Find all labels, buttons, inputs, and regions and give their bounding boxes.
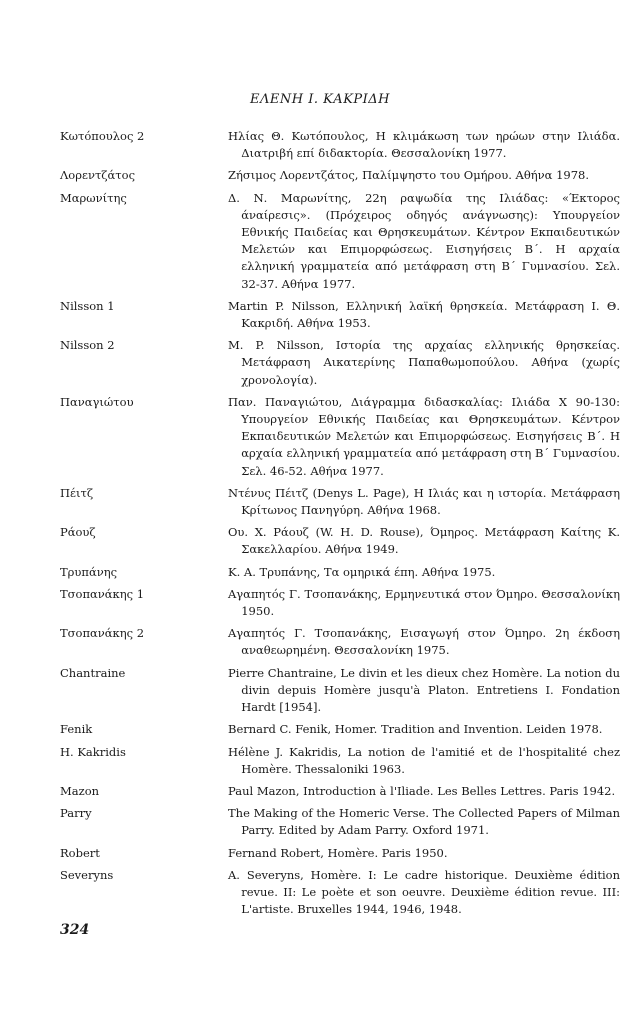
bibliography-entry [60,867,620,919]
entry-reference: Παν. Παναγιώτου, Διάγραμμα διδασκαλίας: Ιλιάδα Χ 90-130: Υπουργείον Εθνικής Παιδείας και Θρησκευμάτων. Κέντρον Εκπαιδευτικών Μελετών και Επιμορφώσεως. Εισηγήσεις Β΄. Η αρχαία ελληνική γραμματεία από μετάφραση στη Β΄ Γυμνασίου. Σελ. 46-52. Αθήνα 1977. [228,394,620,478]
bibliography-entry [60,394,620,480]
bibliography-entry [60,805,620,839]
entry-reference: Αγαπητός Γ. Τσοπανάκης, Εισαγωγή στον Όμηρο. 2η έκδοση αναθεωρημένη. Θεσσαλονίκη 1975. [228,626,620,658]
bibliography-entry [60,845,620,862]
entry-abbreviation: Μαρωνίτης [60,190,127,205]
entry-abbreviation: Chantraine [60,665,126,680]
entry-abbreviation: Λορεντζάτος [60,168,136,183]
entry-reference: Hélène J. Kakridis, La notion de l'amitié et de l'hospitalité chez Homère. Thessaloniki 1963. [228,744,620,776]
bibliography-entry [60,524,620,558]
entry-reference: A. Severyns, Homère. I: Le cadre historique. Deuxième édition revue. II: Le poète et son oeuvre. Deuxième édition revue. III: L'artiste. Bruxelles 1944, 1946, 1948. [228,867,620,917]
entry-abbreviation: Τρυπάνης [60,564,118,579]
bibliography-entry [60,485,620,519]
entry-reference: Ηλίας Θ. Κωτόπουλος, Η κλιμάκωση των ηρώων στην Ιλιάδα. Διατριβή επί διδακτορία. Θεσσαλονίκη 1977. [228,129,620,161]
entry-reference: Δ. Ν. Μαρωνίτης, 22η ραψωδία της Ιλιάδας: «Έκτορος άναίρεσις». (Πρόχειρος οδηγός ανάγνωσης): Υπουργείον Εθνικής Παιδείας και Θρησκευμάτων. Κέντρον Εκπαιδευτικών Μελετών και Επιμορφώσεως. Εισηγήσεις Β΄. Η αρχαία ελληνική γραμματεία από μετάφραση στη Β΄ Γυμνασίου. Σελ. 32-37. Αθήνα 1977. [228,190,620,291]
entry-abbreviation: Nilsson 1 [60,298,115,313]
entry-abbreviation: Παναγιώτου [60,394,134,409]
entry-reference: Αγαπητός Γ. Τσοπανάκης, Ερμηνευτικά στον Όμηρο. Θεσσαλονίκη 1950. [228,586,620,619]
entry-abbreviation: Parry [60,806,92,821]
entry-reference: M. P. Nilsson, Ιστορία της αρχαίας ελληνικής θρησκείας. Μετάφραση Αικατερίνης Παπαθωμοπούλου. Αθήνα (χωρίς χρονολογία). [228,338,620,387]
entry-reference: Ου. Χ. Ράουζ (W. H. D. Rouse), Όμηρος. Μετάφραση Καίτης Κ. Σακελλαρίου. Αθήνα 1949. [228,525,620,557]
bibliography-entry [60,298,620,332]
page-number: 324 [60,922,90,938]
entry-reference: Paul Mazon, Introduction à l'Iliade. Les Belles Lettres. Paris 1942. [228,783,616,798]
bibliography-entry [60,128,620,162]
entry-abbreviation: Κωτόπουλος 2 [60,129,145,143]
bibliography-entry [60,337,620,389]
entry-reference: Martin P. Nilsson, Ελληνική λαϊκή θρησκεία. Μετάφραση Ι. Θ. Κακριδή. Αθήνα 1953. [228,298,620,331]
entry-reference: Bernard C. Fenik, Homer. Tradition and Invention. Leiden 1978. [228,722,603,737]
bibliography-list [60,128,620,923]
bibliography-entry [60,586,620,620]
entry-reference: The Making of the Homeric Verse. The Collected Papers of Milman Parry. Edited by Adam Parry. Oxford 1971. [228,806,620,838]
bibliography-entry [60,190,620,293]
entry-reference: Fernand Robert, Homère. Paris 1950. [228,845,448,860]
bibliography-entry [60,744,620,778]
entry-reference: Κ. Α. Τρυπάνης, Τα ομηρικά έπη. Αθήνα 1975. [228,564,496,579]
entry-abbreviation: H. Kakridis [60,744,126,759]
entry-reference: Pierre Chantraine, Le divin et les dieux chez Homère. La notion du divin depuis Homère jusqu'à Platon. Entretiens I. Fondation Hardt [1954]. [228,665,620,715]
bibliography-entry [60,167,620,184]
bibliography-entry [60,625,620,659]
entry-abbreviation: Severyns [60,867,114,882]
entry-reference: Ντένυς Πέιτζ (Denys L. Page), Η Ιλιάς και η ιστορία. Μετάφραση Κρίτωνος Πανηγύρη. Αθήνα 1968. [228,485,620,518]
entry-abbreviation: Ράουζ [60,525,96,540]
bibliography-entry [60,564,620,581]
entry-abbreviation: Nilsson 2 [60,338,115,353]
entry-abbreviation: Robert [60,845,100,860]
bibliography-entry [60,783,620,800]
entry-abbreviation: Τσοπανάκης 2 [60,626,145,641]
entry-abbreviation: Mazon [60,783,100,798]
bibliography-entry [60,721,620,738]
entry-abbreviation: Fenik [60,722,93,737]
entry-reference: Ζήσιμος Λορεντζάτος, Παλίμψηστο του Ομήρου. Αθήνα 1978. [228,168,589,183]
running-head: ΕΛΕΝΗ Ι. ΚΑΚΡΙΔΗ [249,92,391,107]
bibliography-entry [60,665,620,717]
entry-abbreviation: Τσοπανάκης 1 [60,586,145,601]
entry-abbreviation: Πέιτζ [60,485,94,500]
